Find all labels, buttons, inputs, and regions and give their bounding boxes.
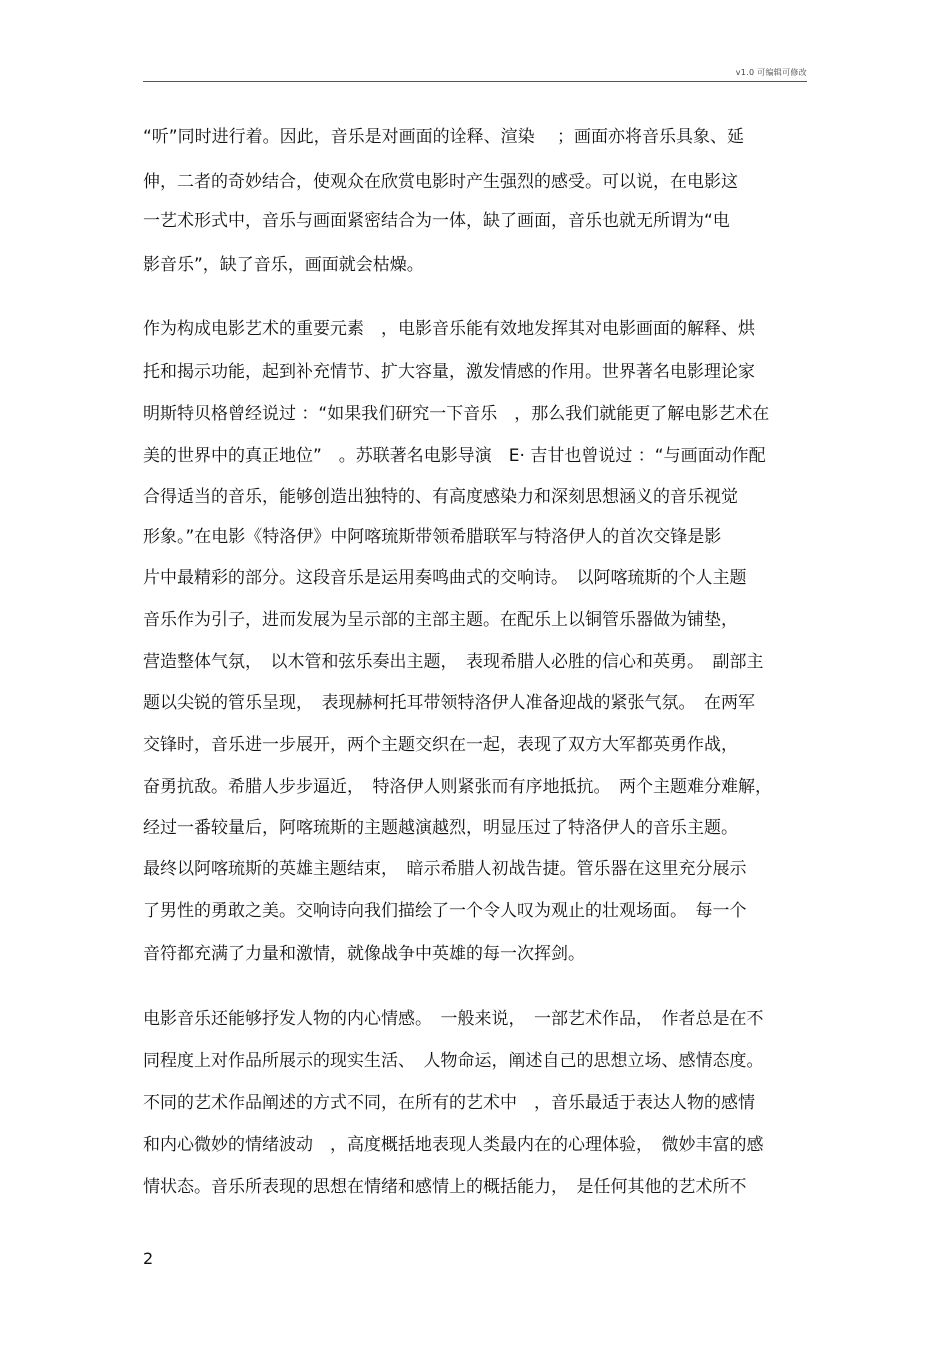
text-line: 和内心微妙的情绪波动 ，高度概括地表现人类最内在的心理体验， 微妙丰富的感 xyxy=(143,1135,764,1155)
text-line: 最终以阿喀琉斯的英雄主题结束， 暗示希腊人初战告捷。管乐器在这里充分展示 xyxy=(143,859,747,879)
text-line: 情状态。音乐所表现的思想在情绪和感情上的概括能力， 是任何其他的艺术所不 xyxy=(143,1177,747,1197)
text-line: 营造整体气氛， 以木管和弦乐奏出主题， 表现希腊人必胜的信心和英勇。 副部主 xyxy=(143,652,764,672)
text-line: 片中最精彩的部分。这段音乐是运用奏鸣曲式的交响诗。 以阿喀琉斯的个人主题 xyxy=(143,568,747,588)
text-line: 交锋时，音乐进一步展开，两个主题交织在一起，表现了双方大军都英勇作战， xyxy=(143,735,738,755)
text-line: 奋勇抗敌。希腊人步步逼近， 特洛伊人则紧张而有序地抵抗。 两个主题难分难解， xyxy=(143,777,772,797)
text-line: 了男性的勇敢之美。交响诗向我们描绘了一个令人叹为观止的壮观场面。 每一个 xyxy=(143,901,747,921)
text-line: 伸，二者的奇妙结合，使观众在欣赏电影时产生强烈的感受。可以说，在电影这 xyxy=(143,172,738,192)
text-line: 作为构成电影艺术的重要元素 ，电影音乐能有效地发挥其对电影画面的解释、烘 xyxy=(143,319,755,339)
text-line: 形象。”在电影《特洛伊》中阿喀琉斯带领希腊联军与特洛伊人的首次交锋是影 xyxy=(143,527,722,547)
text-line: 电影音乐还能够抒发人物的内心情感。 一般来说， 一部艺术作品， 作者总是在不 xyxy=(143,1009,764,1029)
header-divider xyxy=(143,81,807,82)
header-version-note: v1.0 可编辑可修改 xyxy=(735,68,807,77)
text-line: 明斯特贝格曾经说过 ：“如果我们研究一下音乐 ，那么我们就能更了解电影艺术在 xyxy=(143,404,770,424)
text-line: 音符都充满了力量和激情，就像战争中英雄的每一次挥剑。 xyxy=(143,944,585,964)
page-number: 2 xyxy=(143,1249,154,1268)
text-line: 同程度上对作品所展示的现实生活、 人物命运，阐述自己的思想立场、感情态度。 xyxy=(143,1051,764,1071)
text-line: 题以尖锐的管乐呈现， 表现赫柯托耳带领特洛伊人准备迎战的紧张气氛。 在两军 xyxy=(143,693,755,713)
text-line: 经过一番较量后，阿喀琉斯的主题越演越烈，明显压过了特洛伊人的音乐主题。 xyxy=(143,818,738,838)
text-line: 音乐作为引子，进而发展为呈示部的主部主题。在配乐上以铜管乐器做为铺垫， xyxy=(143,610,738,630)
text-line: 合得适当的音乐，能够创造出独特的、有高度感染力和深刻思想涵义的音乐视觉 xyxy=(143,487,738,507)
text-line: 不同的艺术作品阐述的方式不同，在所有的艺术中 ，音乐最适于表达人物的感情 xyxy=(143,1093,755,1113)
text-line: 影音乐”，缺了音乐，画面就会枯燥。 xyxy=(143,255,424,275)
text-line: 美的世界中的真正地位” 。苏联著名电影导演 E· 吉甘也曾说过 ：“与画面动作配 xyxy=(143,446,766,466)
text-line: “听”同时进行着。因此，音乐是对画面的诠释、渲染 ；画面亦将音乐具象、延 xyxy=(143,127,745,147)
text-line: 托和揭示功能，起到补充情节、扩大容量，激发情感的作用。世界著名电影理论家 xyxy=(143,362,755,382)
text-line: 一艺术形式中，音乐与画面紧密结合为一体，缺了画面，音乐也就无所谓为“电 xyxy=(143,211,730,231)
